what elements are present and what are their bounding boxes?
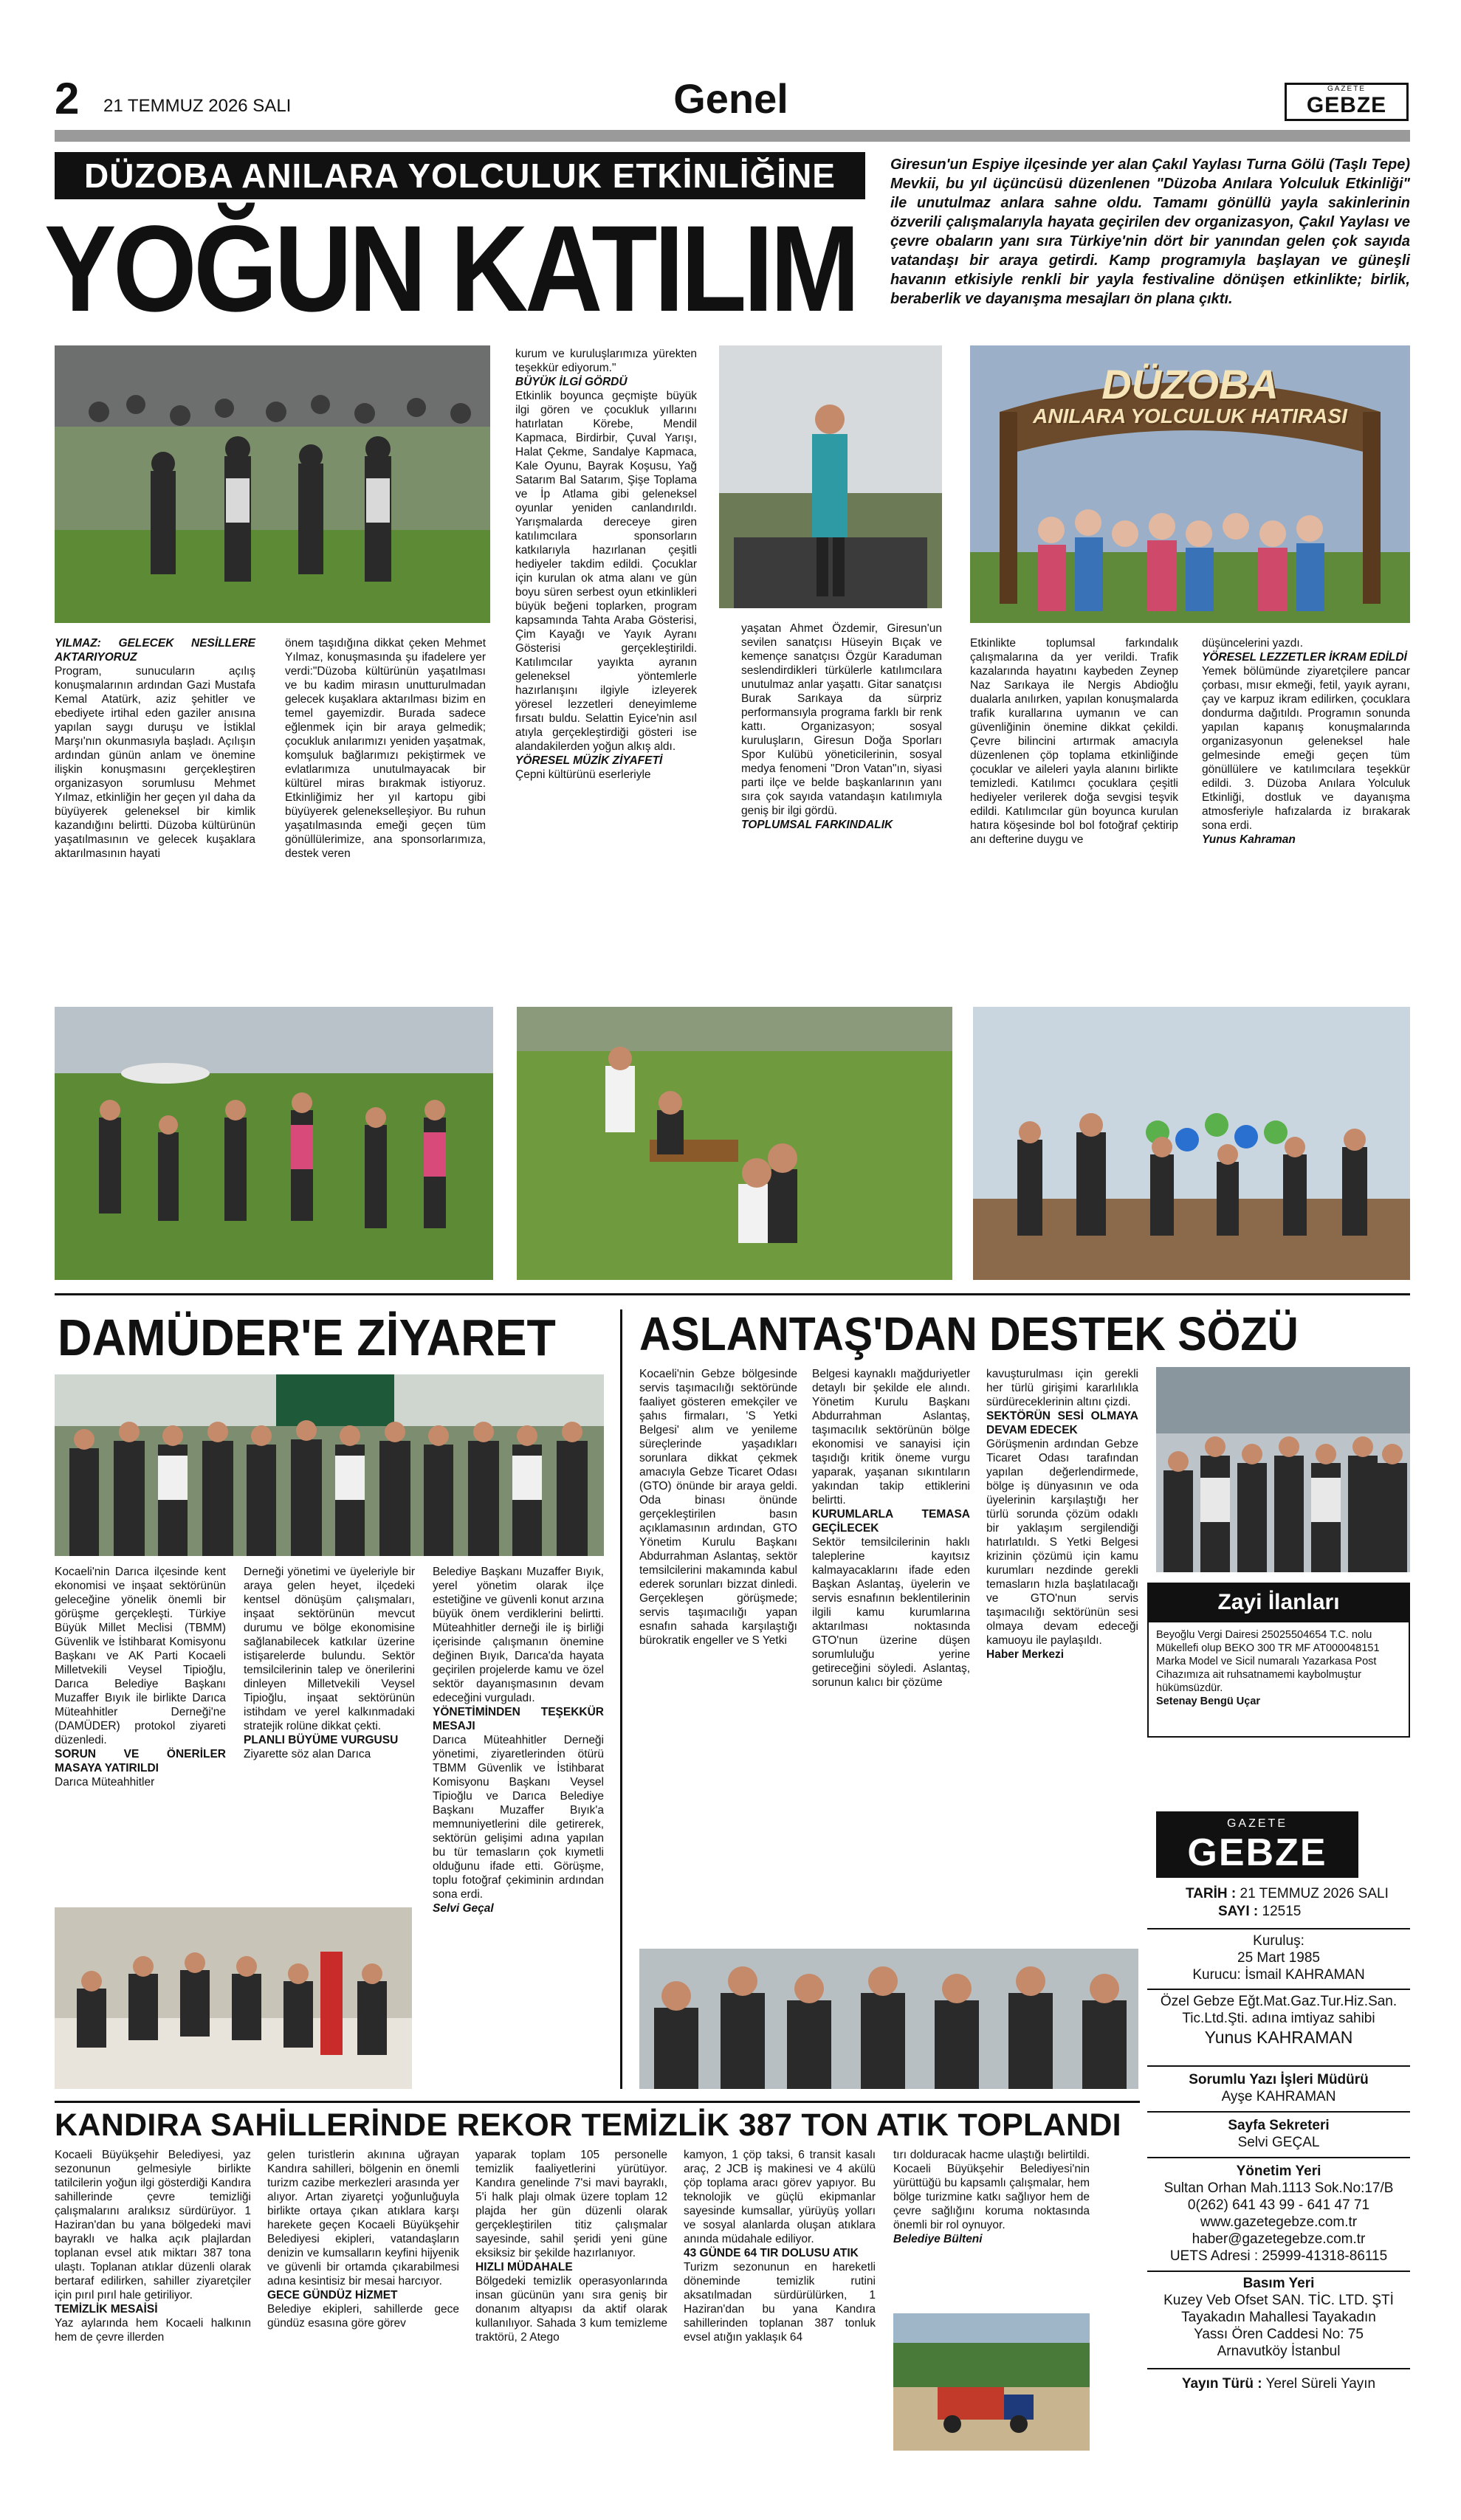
story2-headline: DAMÜDER'E ZİYARET bbox=[58, 1309, 556, 1366]
imprint-date-value: 21 TEMMUZ 2026 SALI bbox=[1240, 1886, 1389, 1901]
story2-col2-text-b: Ziyarette söz alan Darıca bbox=[244, 1748, 371, 1760]
story3-sub-sektor: SEKTÖRÜN SESİ OLMAYA DEVAM EDECEK bbox=[986, 1410, 1138, 1436]
story4-col5-text: tırı dolduracak hacme ulaştığı belirtildi. Kocaeli Büyükşehir Belediyesi'nin yürüttüğü bu kapsamlı çalışmalar, hem bölge turizmine katkı sağlıyor hem de çevre sağlığını koruma noktasında önemli bir rol oynuyor. bbox=[893, 2149, 1090, 2231]
story1-col3-text-a: kurum ve kuruluşlarımıza yürekten teşekkür ediyorum." bbox=[515, 348, 697, 374]
story1-kicker: DÜZOBA ANILARA YOLCULUK ETKİNLİĞİNE bbox=[55, 152, 865, 199]
imprint-founded bbox=[1147, 1932, 1410, 1983]
story1-sub-buyuk-ilgi: BÜYÜK İLGİ GÖRDÜ bbox=[515, 376, 628, 388]
story1-col6-text-b: Yemek bölümünde ziyaretçilere pancar çorbası, mısır ekmeği, fetil, yayık ayranı, çay ve karpuz ikram edilirken, çocuklara dondurma dağıtıldı. Programın sonunda yapılan kapanış konuşmalarında organizasyonun geleneksel hale gelmesinde emeği geçen tüm gönüllülere ve katılımcılara teşekkür edildi. 3. Düzoba Anılara Yolculuk Etkinliği, dostluk ve dayanışma atmosferiyle hafızalarda iz bırakarak sona erdi. bbox=[1202, 665, 1410, 832]
story1-sub-muzik: YÖRESEL MÜZİK ZİYAFETİ bbox=[515, 754, 663, 767]
story3-byline: Haber Merkezi bbox=[986, 1648, 1065, 1661]
imprint-founder: Kurucu: İsmail KAHRAMAN bbox=[1192, 1967, 1365, 1983]
story4-col3 bbox=[475, 2148, 667, 2344]
story3-col1-text: Kocaeli'nin Gebze bölgesinde servis taşımacılığı sektöründe faaliyet gösteren emekçiler ve şahıs firmaları, 'S Yetki Belgesi' alım ve yenileme süreçlerinde yaşadıkları sorunlara dikkat çekmek amacıyla Gebze Ticaret Odası (GTO) önünde bir araya geldi. Oda binası önünde gerçekleştirilen basın açıklamasının ardından, GTO Yönetim Kurulu Başkanı Abdurrahman Aslantaş, sektör temsilcilerini makamında kabul ederek sorunları bizzat dinledi. Gerçekleşen görüşmede; servis taşımacılığı yapan esnafın sahada karşılaştığı bürokratik engeller ve S Yetki bbox=[639, 1368, 797, 1647]
imprint-office-label: Yönetim Yeri bbox=[1236, 2163, 1321, 2179]
story1-lead: Giresun'un Espiye ilçesinde yer alan Çakıl Yaylası Turna Gölü (Taşlı Tepe) Mevkii, bu yıl üçüncüsü düzenlenen "Düzoba Anılara Yolculuk Etkinliği" ile unutulmaz anlara sahne oldu. Tamamı gönüllü yayla sakinlerinin özverili çalışmalarıyla hayata geçirilen dev organizasyon, Çakıl Yaylası ve çevre obaların yanı sıra Türkiye'nin dört bir yanından gelen çok sayıda vatandaşı bir araya getirdi. Kamp programıyla başlayan ve güneşli havanın etkisiyle renkli bir yayla festivaline dönüşen etkinlikte; birlik, beraberlik ve dayanışma mesajları ön plana çıktı. bbox=[890, 156, 1410, 307]
header-rule bbox=[55, 130, 1410, 142]
story2-col3-text-b: Darıca Müteahhitler Derneği yönetimi, ziyaretlerinden ötürü TBMM Güvenlik ve İstihbarat Komisyonu Başkanı Veysel Tipioğlu ve Darıca Belediye Başkanı Muzaffer Bıyık'a memnuniyetlerini dile getirerek, sektörün gelişimi adına yapılan bu tür temasların çok kıymetli olduğunu ifade etti. Görüşme, toplu fotoğraf çekiminin ardından sona erdi. bbox=[433, 1734, 604, 1901]
story3-col1 bbox=[639, 1367, 797, 1648]
imprint-office-web: www.gazetegebze.com.tr bbox=[1200, 2214, 1358, 2230]
imprint-type bbox=[1147, 2375, 1410, 2392]
imprint-issue-label: SAYI : bbox=[1218, 1904, 1259, 1919]
imprint-page-sec-name: Selvi GEÇAL bbox=[1237, 2135, 1320, 2150]
imprint-date-label: TARİH : bbox=[1186, 1886, 1237, 1901]
story3-sub-kurumlarla: KURUMLARLA TEMASA GEÇİLECEK bbox=[812, 1508, 970, 1535]
story1-sub-lezzetler: YÖRESEL LEZZETLER İKRAM EDİLDİ bbox=[1202, 651, 1407, 664]
imprint-print bbox=[1147, 2275, 1410, 2360]
story2-col3 bbox=[433, 1565, 604, 1915]
header-logo bbox=[1285, 83, 1409, 121]
story4-col4-text-b: Turizm sezonunun en hareketli döneminde temizlik rutini aksatılmadan sürdürülürken, 1 Haziran'dan bu yana Kandıra sahillerinden toplanan 387 tonluk evsel atığın yaklaşık 64 bbox=[684, 2261, 876, 2344]
imprint-founded-label: Kuruluş: bbox=[1253, 1933, 1304, 1949]
story4-photo-beach-truck bbox=[893, 2313, 1090, 2451]
imprint-owner-name: Yunus KAHRAMAN bbox=[1204, 2028, 1353, 2047]
story4-col2-text: gelen turistlerin akınına uğrayan Kandıra sahilleri, bölgenin en önemli turizm cazibe merkezleri arasında yer alıyor. Artan ziyaretçi yoğunluğuyla birlikte ortaya çıkan atıklara karşı harekete geçen Kocaeli Büyükşehir Belediyesi ekipleri, vatandaşların denizin ve kumsalların keyfini hijyenik ve güvenli bir ortamda çıkarabilmesi adına kesintisiz bir mesai harcıyor. bbox=[267, 2149, 459, 2287]
story1-col3 bbox=[515, 347, 697, 782]
arch-text-line1: DÜZOBA bbox=[1101, 361, 1279, 407]
imprint-print-addr3: Arnavutköy İstanbul bbox=[1217, 2344, 1341, 2359]
story2-sub-sorun: SORUN VE ÖNERİLER MASAYA YATIRILDI bbox=[55, 1748, 226, 1774]
story2-col2-text: Derneği yönetimi ve üyeleriyle bir araya gelen heyet, ilçedeki kentsel dönüşüm çalışmaları, inşaat sektörünün mevcut durumu ve bölge ekonomisine sağlanabilecek katkılar üzerine istişarelerde bulundu. Sektör temsilcilerinin talep ve önerilerini dinleyen Milletvekili Veysel Tipioğlu, inşaat sektörünün istihdam ve yerel kalkınmadaki stratejik rolüne dikkat çekti. bbox=[244, 1566, 415, 1732]
story1-col4-text: yaşatan Ahmet Özdemir, Giresun'un sevilen sanatçısı Hüseyin Bıçak ve kemençe sanatçısı Özgür Karaduman seslendirdikleri türkülerle katılımcılara unutulmaz anlar yaşattı. Gitar sanatçısı Burak Sarıkaya da sürpriz performansıyla programa farklı bir renk kattı. Organizasyon; sosyal kuruluşların, Giresun Doğa Sporları Spor Kulübü yöneticilerinin, sosyal medya fenomeni "Dron Vatan"ın, siyasi parti ilçe ve belde başkanlarının yanı sıra çok sayıda vatandaşın katılımıyla geniş bir ilgi gördü. bbox=[741, 622, 942, 817]
story1-sub-yilmaz: YILMAZ: GELECEK NESİLLERE AKTARIYORUZ bbox=[55, 637, 255, 664]
imprint-office bbox=[1147, 2163, 1410, 2265]
imprint-owner bbox=[1147, 1993, 1410, 2048]
story4-sub-hizli: HIZLI MÜDAHALE bbox=[475, 2261, 573, 2273]
story3-photo-applause bbox=[639, 1949, 1138, 2089]
imprint-founded-date: 25 Mart 1985 bbox=[1237, 1950, 1320, 1966]
imprint-type-value: Yerel Süreli Yayın bbox=[1265, 2376, 1376, 2392]
story4-byline: Belediye Bülteni bbox=[893, 2233, 983, 2245]
story3-col3-text-b: Görüşmenin ardından Gebze Ticaret Odası tarafından yapılan değerlendirmede, bölge iş dünyasının ve oda üyelerinin karşılaştığı her türlü sorunda çözüm odaklı bir yaklaşım sergilendiği hatırlatıldı. S Yetki Belgesi krizinin çözümü için kamu kurumları nezdinde gerekli temasların hızla başlatılacağı ve GTO'nun servis taşımacılığı sektörünün sesi olmaya devam edeceği kamuoyu ile paylaşıldı. bbox=[986, 1438, 1138, 1647]
classifieds-name: Setenay Bengü Uçar bbox=[1156, 1696, 1261, 1707]
story1-col5-text: Etkinlikte toplumsal farkındalık çalışmalarına da yer verildi. Trafik kazalarında hayatını kaybeden Zeynep Naz Sarıkaya ile Nergis Abdioğlu dualarla anılırken, yapılan konuşmalarda trafik kurallarına uymanın ve can güvenliğinin önemine dikkat çekildi. Çevre bilincini artırmak amacıyla düzenlenen çöp toplama etkinliğinde çocuklar ve aileleri yayla alanını birlikte temizledi. Katılımcı çocuklara çeşitli hediyeler verilerek doğa sevgisi teşvik edildi. Katılımcılar gün boyunca kurulan hatıra köşesinde bol bol fotoğraf çektirip anı defterine duygu ve bbox=[970, 637, 1178, 846]
imprint-type-label: Yayın Türü : bbox=[1181, 2376, 1262, 2392]
story1-col3-text-b: Etkinlik boyunca geçmişte büyük ilgi gören ve çocukluk yıllarını hatırlatan Körebe, Mendil Kapmaca, Birdirbir, Çuval Yarışı, Halat Çekme, Sandalye Kapmaca, Kale Oyunu, Bayrak Koşusu, Yağ Satarım Bal Satarım, Şişe Toplama ve İp Atlama gibi geleneksel oyunlar yeniden canlandırıldı. Yarışmalarda dereceye giren katılımcılara sponsorların katkılarıyla hazırlanan çeşitli hediyeler takdim edildi. Çocuklar için kurulan ok atma alanı ve gün boyu süren serbest oyun etkinlikleri büyük beğeni toplarken, program kapsamında Tahta Araba Gösterisi, Çim Kayağı ve Yayık Ayranı Gösterisi gerçekleştirildi. Katılımcılar yayıkta ayranın geleneksel yöntemlerle hazırlanışını ilgiyle izleyerek yöresel lezzetleri deneyimleme fırsatı buldu. Selattin Eyice'nin asıl atıyla gerçekleştirdiği gösteri ise alandakilerden yoğun alkış aldı. bbox=[515, 390, 697, 753]
story3-headline: ASLANTAŞ'DAN DESTEK SÖZÜ bbox=[639, 1307, 1299, 1360]
story4-col1 bbox=[55, 2148, 251, 2344]
imprint-logo bbox=[1156, 1811, 1358, 1878]
story1-col2 bbox=[285, 636, 486, 861]
story3-col2-text: Belgesi kaynaklı mağduriyetler detaylı bir şekilde ele alındı. Yönetim Kurulu Başkanı Abdurrahman Aslantaş, taşımacılık sektörünün bölge ekonomisi ve sanayisi için taşıdığı kritik öneme vurgu yaparak, yaşanan sıkıntıların yakından takip ettiklerini belirtti. bbox=[812, 1368, 970, 1507]
story2-col1 bbox=[55, 1565, 226, 1789]
story3-col2 bbox=[812, 1367, 970, 1690]
story1-col4 bbox=[741, 622, 942, 832]
arch-text-line2: ANILARA YOLCULUK HATIRASI bbox=[1033, 404, 1347, 427]
story1-photo-wooden-cart bbox=[517, 1007, 952, 1280]
story4-sub-43-gunde: 43 GÜNDE 64 TIR DOLUSU ATIK bbox=[684, 2247, 859, 2259]
imprint-print-company: Kuzey Veb Ofset SAN. TİC. LTD. ŞTİ bbox=[1163, 2293, 1394, 2308]
story1-sub-toplumsal: TOPLUMSAL FARKINDALIK bbox=[741, 819, 893, 831]
imprint-page-sec-label: Sayfa Sekreteri bbox=[1228, 2118, 1330, 2133]
story2-sub-tesekkur: YÖNETİMİNDEN TEŞEKKÜR MESAJI bbox=[433, 1706, 604, 1732]
story1-photo-dancers bbox=[55, 345, 490, 623]
story3-col2-text-b: Sektör temsilcilerinin haklı taleplerine kayıtsız kalmayacaklarını ifade eden Başkan Aslantaş, üyelerin ve servis esnafının beklentilerinin ilgili kamu kurumlarına aktarılması noktasında GTO'nun üzerine düşen sorumluluğu yerine getireceğini söyledi. Aslantaş, sorunun kalıcı bir çözüme bbox=[812, 1536, 970, 1689]
story2-photo-group bbox=[55, 1374, 604, 1556]
imprint-print-addr1: Tayakadın Mahallesi Tayakadın bbox=[1181, 2310, 1376, 2325]
story3-photo-crowd bbox=[1156, 1367, 1410, 1572]
story2-col3-text: Belediye Başkanı Muzaffer Bıyık, yerel yönetim olarak ilçe estetiğine ve güvenli konut arzına büyük önem verdiklerini belirtti. Müteahhitler derneği ile iş birliği içerisinde çalışmanın önemine değinen Bıyık, Darıca'da hayata geçirilen projelerde kamu ve özel sektör dayanışmasının devam edeceğini vurguladı. bbox=[433, 1566, 604, 1704]
story4-col4 bbox=[684, 2148, 876, 2344]
imprint-owner-company: Özel Gebze Eğt.Mat.Gaz.Tur.Hiz.San. Tic.Ltd.Şti. adına imtiyaz sahibi bbox=[1160, 1994, 1398, 2026]
imprint-date bbox=[1156, 1885, 1410, 1903]
story1-photo-singer bbox=[719, 345, 942, 608]
story4-col1-text-b: Yaz aylarında hem Kocaeli halkının hem de çevre illerden bbox=[55, 2317, 251, 2344]
story4-col4-text: kamyon, 1 çöp taksi, 6 transit kasalı araç, 2 JCB iş makinesi ve 4 akülü çöp toplama aracı görev yapıyor. Bu teknolojik ve güçlü ekipmanlar sayesinde kumsallar, yürüyüş yolları ve sosyal alanlarda oluşan atıklara anında müdahale ediliyor. bbox=[684, 2149, 876, 2245]
header-date: 21 TEMMUZ 2026 SALI bbox=[103, 96, 292, 116]
imprint-rule-4 bbox=[1147, 2111, 1410, 2113]
story2-col2 bbox=[244, 1565, 415, 1761]
classifieds-text: Beyoğlu Vergi Dairesi 25025504654 T.C. nolu Mükellefi olup BEKO 300 TR MF AT000048151 Marka Model ve Sicil numaralı Yazarkasa Post Cihazımıza ait ruhsatnamemi kaybolmuştur hükümsüzdür. bbox=[1156, 1629, 1380, 1694]
imprint-logo-small: GAZETE bbox=[1226, 1817, 1288, 1830]
separator-story4 bbox=[55, 2101, 1140, 2103]
story1-col6-text-a: düşüncelerini yazdı. bbox=[1202, 637, 1303, 650]
imprint-rule-7 bbox=[1147, 2368, 1410, 2369]
imprint-issue bbox=[1156, 1903, 1410, 1921]
story4-col2 bbox=[267, 2148, 459, 2330]
separator-story1 bbox=[55, 1293, 1410, 1295]
story1-col1 bbox=[55, 636, 255, 861]
imprint-office-email: haber@gazetegebze.com.tr bbox=[1192, 2231, 1366, 2247]
imprint-print-label: Basım Yeri bbox=[1242, 2276, 1315, 2291]
imprint-editor bbox=[1147, 2071, 1410, 2105]
imprint-page-sec bbox=[1147, 2117, 1410, 2151]
header-logo-big: GEBZE bbox=[1306, 93, 1387, 117]
story4-col2-text-b: Belediye ekipleri, sahillerde gece gündüz esasına göre görev bbox=[267, 2303, 459, 2330]
story1-col2-text: önem taşıdığına dikkat çeken Mehmet Yılmaz, konuşmasında şu ifadelere yer verdi:"Düzoba kültürünün yaşatılması ve bu kadim mirasın unutturulmadan gelecek kuşaklara aktarılması bizim en temel gayemizdir. Burada sadece eğlenmek için bir araya gelmedik; çocukluk anılarımızı yeniden yaşatmak, komşuluk bağlarımızı pekiştirmek ve evlatlarımıza unutulmayacak bir kültürel miras bırakmak istiyoruz. Etkinliğimiz her yıl kartopu gibi büyüyerek gelenekselleşiyor. Bu ruhun yaşatılmasında emeği geçen tüm gönüllülerimize, ana sponsorlarımıza, destek veren bbox=[285, 637, 486, 860]
story1-photo-balloons bbox=[973, 1007, 1410, 1280]
story4-col1-text: Kocaeli Büyükşehir Belediyesi, yaz sezonunun gelmesiyle birlikte tatilcilerin yoğun ilgi gösterdiği Kandıra sahillerinde çevre temizliği çalışmalarını aralıksız sürdürüyor. 1 Haziran'dan bu yana bölgedeki mavi bayraklı ve halka açık plajlardan toplanan evsel atık miktarı 387 tona ulaştı. Toplanan atıklar düzenli olarak bertaraf edilirken, sahiller ziyaretçiler için pırıl pırıl hale getiriliyor. bbox=[55, 2149, 251, 2302]
imprint-issue-value: 12515 bbox=[1262, 1904, 1302, 1919]
classifieds-box bbox=[1147, 1622, 1410, 1738]
story1-headline: YOĞUN KATILIM bbox=[44, 201, 857, 337]
classifieds-title: Zayi İlanları bbox=[1147, 1583, 1410, 1622]
story4-col5 bbox=[893, 2148, 1090, 2246]
imprint-office-address: Sultan Orhan Mah.1113 Sok.No:17/B bbox=[1163, 2180, 1394, 2196]
imprint-logo-big: GEBZE bbox=[1187, 1831, 1327, 1874]
imprint-rule-6 bbox=[1147, 2271, 1410, 2272]
imprint-office-phone: 0(262) 641 43 99 - 641 47 71 bbox=[1187, 2197, 1370, 2213]
story2-byline: Selvi Geçal bbox=[433, 1902, 494, 1915]
imprint-print-addr2: Yassı Ören Caddesi No: 75 bbox=[1194, 2327, 1364, 2342]
story1-col3-text-c: Çepni kültürünü eserleriyle bbox=[515, 768, 651, 781]
story3-col3-text: kavuşturulması için gerekli her türlü girişimi kararlılıkla sürdüreceklerinin altını çizdi. bbox=[986, 1368, 1138, 1408]
imprint-rule-1 bbox=[1147, 1928, 1410, 1929]
story1-col5 bbox=[970, 636, 1178, 847]
page-number: 2 bbox=[55, 74, 80, 123]
story2-col1-text: Kocaeli'nin Darıca ilçesinde kent ekonomisi ve inşaat sektörünün geleceğine yönelik önemli bir görüşme gerçekleşti. Türkiye Büyük Millet Meclisi (TBMM) Güvenlik ve İstihbarat Komisyonu Başkanı ve AK Parti Kocaeli Milletvekili Veysel Tipioğlu, Darıca Belediye Başkanı Muzaffer Bıyık ile birlikte Darıca Müteahhitler Derneği'ne (DAMÜDER) protokol ziyareti düzenledi. bbox=[55, 1566, 226, 1746]
header-logo-small: GAZETE bbox=[1327, 85, 1366, 93]
story2-sub-planli: PLANLI BÜYÜME VURGUSU bbox=[244, 1734, 399, 1746]
section-title: Genel bbox=[673, 75, 788, 122]
story2-photo-meeting bbox=[55, 1907, 412, 2089]
story3-col3 bbox=[986, 1367, 1138, 1662]
imprint-rule-3 bbox=[1147, 2065, 1410, 2067]
story4-sub-gece: GECE GÜNDÜZ HİZMET bbox=[267, 2289, 398, 2302]
vertical-separator-story2 bbox=[620, 1309, 622, 2089]
story4-sub-temizlik: TEMİZLİK MESAİSİ bbox=[55, 2303, 158, 2316]
story1-byline: Yunus Kahraman bbox=[1202, 833, 1296, 846]
story4-col3-text-b: Bölgedeki temizlik operasyonlarında insan gücünün yanı sıra geniş bir donanım altyapısı da aktif olarak kullanılıyor. Sahada 3 kum temizleme traktörü, 2 Atego bbox=[475, 2275, 667, 2344]
story1-col1-text: Program, sunucuların açılış konuşmalarının ardından Gazi Mustafa Kemal Atatürk, aziz şehitler ve ebediyete irtihal eden gaziler anısına yapılan saygı duruşu ve İstiklal Marşı'nın okunmasıyla başladı. Açılışın ardından günün anlam ve önemine ilişkin konuşmasını gerçekleştiren organizasyon sorumlusu Mehmet Yılmaz, etkinliğin her geçen yıl daha da büyüyerek geleneksel bir kimlik kazandığını belirtti. Düzoba kültürünün yaşatılmasının ve gelecek kuşaklara aktarılmasının hayati bbox=[55, 665, 255, 860]
imprint-office-uets: UETS Adresi : 25999-41318-86115 bbox=[1169, 2248, 1388, 2264]
imprint-rule-2 bbox=[1147, 1989, 1410, 1990]
story1-photo-race bbox=[55, 1007, 493, 1280]
story4-col3-text: yaparak toplam 105 personelle temizlik faaliyetlerini yürütüyor. Kandıra genelinde 7'si mavi bayraklı, 5'i halk plajı olmak üzere toplam 12 plajda her gün düzenli olarak gerçekleştirilen titiz çalışmalar sayesinde, sahil şeridi yeni güne eksiksiz bir şekilde hazırlanıyor. bbox=[475, 2149, 667, 2259]
story4-headline: KANDIRA SAHİLLERİNDE REKOR TEMİZLİK 387 TON ATIK TOPLANDI bbox=[55, 2107, 1121, 2143]
story1-col6 bbox=[1202, 636, 1410, 847]
imprint-editor-name: Ayşe KAHRAMAN bbox=[1221, 2089, 1336, 2104]
imprint-editor-label: Sorumlu Yazı İşleri Müdürü bbox=[1189, 2072, 1369, 2087]
story2-col1-text-b: Darıca Müteahhitler bbox=[55, 1776, 155, 1789]
imprint-rule-5 bbox=[1147, 2157, 1410, 2158]
